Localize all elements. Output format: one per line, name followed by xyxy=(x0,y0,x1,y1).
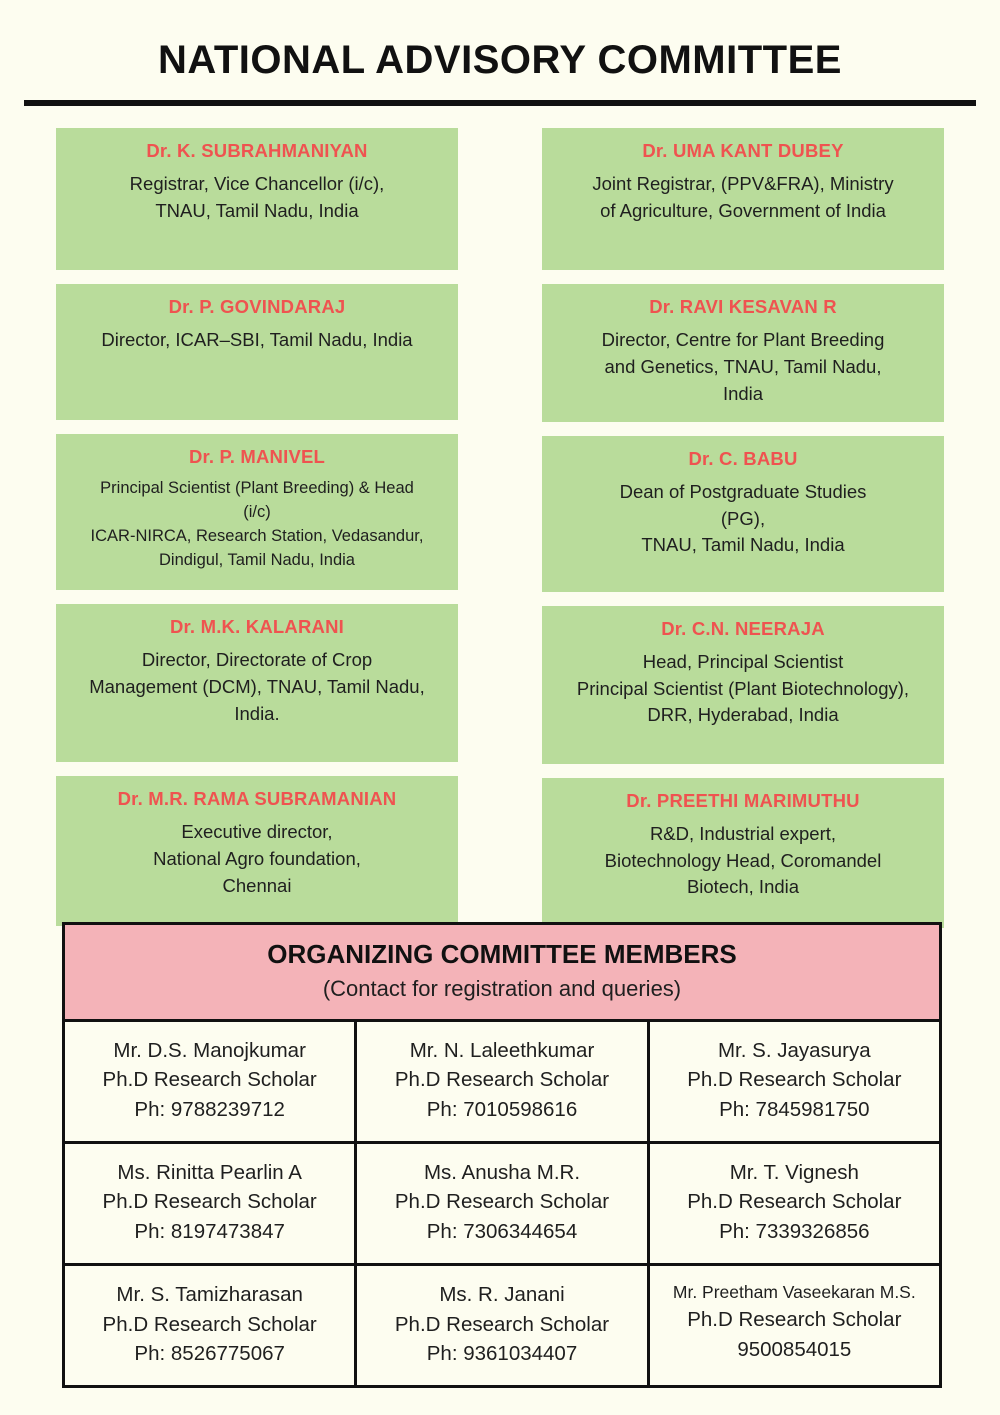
advisory-card xyxy=(56,776,458,926)
role-line: R&D, Industrial expert, xyxy=(649,822,837,844)
member-cell xyxy=(650,1022,939,1141)
table-row xyxy=(65,1022,939,1144)
member-phone[interactable]: Ph: 7306344654 xyxy=(426,1220,578,1244)
role-line: DRR, Hyderabad, India xyxy=(647,704,839,726)
member-phone[interactable]: Ph: 9788239712 xyxy=(134,1098,285,1122)
advisory-card xyxy=(56,128,458,270)
member-name: Ms. Anusha M.R. xyxy=(423,1160,581,1184)
member-designation: Ph.D Research Scholar xyxy=(102,1068,317,1092)
advisory-card xyxy=(542,778,944,928)
advisory-card xyxy=(542,128,944,270)
role-line: India. xyxy=(234,702,280,724)
advisory-committee-grid xyxy=(56,128,944,928)
advisory-member-name: Dr. M.R. RAMA SUBRAMANIAN xyxy=(117,788,397,809)
organizing-committee-title: ORGANIZING COMMITTEE MEMBERS xyxy=(267,939,737,969)
member-phone[interactable]: Ph: 9361034407 xyxy=(426,1342,578,1366)
member-designation: Ph.D Research Scholar xyxy=(687,1190,902,1214)
member-cell xyxy=(357,1144,649,1263)
role-line: Executive director, xyxy=(181,821,333,843)
advisory-card xyxy=(56,434,458,590)
advisory-member-name: Dr. P. MANIVEL xyxy=(188,446,326,467)
role-line: (i/c) xyxy=(243,503,271,522)
member-designation: Ph.D Research Scholar xyxy=(394,1068,610,1092)
advisory-member-name: Dr. M.K. KALARANI xyxy=(169,616,344,637)
member-name: Mr. S. Jayasurya xyxy=(717,1038,871,1062)
advisory-column-left xyxy=(56,128,458,928)
advisory-member-role xyxy=(556,649,930,729)
advisory-member-name: Dr. C.N. NEERAJA xyxy=(661,617,825,639)
member-name: Ms. R. Janani xyxy=(439,1282,565,1306)
member-designation: Ph.D Research Scholar xyxy=(394,1312,610,1336)
role-line: TNAU, Tamil Nadu, India xyxy=(155,200,359,221)
organizing-members-table xyxy=(65,1022,939,1385)
advisory-member-role xyxy=(556,479,930,559)
table-row xyxy=(65,1144,939,1266)
advisory-member-role xyxy=(70,477,444,573)
member-name: Mr. Preetham Vaseekaran M.S. xyxy=(672,1281,916,1302)
member-designation: Ph.D Research Scholar xyxy=(102,1312,317,1336)
member-designation: Ph.D Research Scholar xyxy=(687,1308,902,1332)
member-cell xyxy=(65,1266,357,1385)
title-block xyxy=(0,0,1000,106)
member-phone[interactable]: Ph: 7845981750 xyxy=(719,1098,870,1122)
page-title: NATIONAL ADVISORY COMMITTEE xyxy=(158,38,842,82)
member-phone[interactable]: Ph: 7010598616 xyxy=(426,1098,578,1122)
role-line: Principal Scientist (Plant Breeding) & Head xyxy=(100,479,414,498)
role-line: TNAU, Tamil Nadu, India xyxy=(641,534,845,556)
member-phone[interactable]: Ph: 7339326856 xyxy=(719,1220,870,1244)
advisory-card xyxy=(542,606,944,764)
member-name: Mr. T. Vignesh xyxy=(729,1160,859,1184)
member-cell xyxy=(357,1022,649,1141)
role-line: and Genetics, TNAU, Tamil Nadu, xyxy=(604,356,882,377)
member-cell xyxy=(650,1266,939,1385)
advisory-member-name: Dr. PREETHI MARIMUTHU xyxy=(626,789,860,811)
member-phone[interactable]: Ph: 8526775067 xyxy=(134,1342,285,1366)
organizing-committee-subtitle: (Contact for registration and queries) xyxy=(322,976,682,1002)
advisory-member-role xyxy=(556,821,930,901)
advisory-member-name: Dr. C. BABU xyxy=(688,447,798,469)
member-phone[interactable]: Ph: 8197473847 xyxy=(134,1220,285,1244)
role-line: (PG), xyxy=(720,507,766,529)
member-designation: Ph.D Research Scholar xyxy=(102,1190,317,1214)
role-line: Principal Scientist (Plant Biotechnology), xyxy=(576,677,910,699)
member-cell xyxy=(357,1266,649,1385)
role-line: ICAR-NIRCA, Research Station, Vedasandur, xyxy=(90,527,424,546)
member-phone[interactable]: 9500854015 xyxy=(737,1337,852,1361)
role-line: Dindigul, Tamil Nadu, India xyxy=(159,550,355,569)
advisory-member-name: Dr. P. GOVINDARAJ xyxy=(168,296,346,317)
member-name: Ms. Rinitta Pearlin A xyxy=(117,1160,302,1184)
advisory-column-right xyxy=(542,128,944,928)
advisory-member-role xyxy=(556,327,930,407)
table-row xyxy=(65,1266,939,1385)
organizing-committee-panel xyxy=(62,922,942,1388)
member-designation: Ph.D Research Scholar xyxy=(394,1190,610,1214)
advisory-card xyxy=(56,604,458,762)
role-line: Joint Registrar, (PPV&FRA), Ministry xyxy=(592,173,894,195)
role-line: Biotechnology Head, Coromandel xyxy=(604,849,882,871)
advisory-card xyxy=(542,436,944,592)
role-line: Registrar, Vice Chancellor (i/c), xyxy=(129,173,385,195)
role-line: Biotech, India xyxy=(686,876,800,898)
role-line: Director, ICAR–SBI, Tamil Nadu, India xyxy=(101,329,413,351)
member-designation: Ph.D Research Scholar xyxy=(687,1068,902,1092)
member-cell xyxy=(65,1144,357,1263)
advisory-card xyxy=(542,284,944,422)
organizing-committee-header xyxy=(65,925,939,1022)
member-name: Mr. D.S. Manojkumar xyxy=(113,1038,306,1062)
role-line: Head, Principal Scientist xyxy=(642,650,844,672)
title-divider xyxy=(24,100,976,106)
advisory-member-name: Dr. RAVI KESAVAN R xyxy=(649,296,837,317)
advisory-member-role xyxy=(70,171,444,225)
member-cell xyxy=(650,1144,939,1263)
role-line: Dean of Postgraduate Studies xyxy=(619,480,867,502)
advisory-member-name: Dr. UMA KANT DUBEY xyxy=(642,140,844,161)
advisory-member-role xyxy=(70,647,444,727)
role-line: India xyxy=(722,382,764,404)
advisory-member-role xyxy=(70,327,444,354)
role-line: of Agriculture, Government of India xyxy=(600,200,886,221)
role-line: National Agro foundation, xyxy=(153,848,361,869)
role-line: Director, Centre for Plant Breeding xyxy=(601,329,885,351)
advisory-member-role xyxy=(556,171,930,225)
role-line: Management (DCM), TNAU, Tamil Nadu, xyxy=(89,676,425,697)
role-line: Chennai xyxy=(222,874,292,896)
advisory-member-role xyxy=(70,819,444,899)
member-name: Mr. N. Laleethkumar xyxy=(409,1038,595,1062)
role-line: Director, Directorate of Crop xyxy=(141,649,373,671)
member-cell xyxy=(65,1022,357,1141)
member-name: Mr. S. Tamizharasan xyxy=(116,1282,303,1306)
advisory-card xyxy=(56,284,458,420)
advisory-member-name: Dr. K. SUBRAHMANIYAN xyxy=(146,140,368,161)
